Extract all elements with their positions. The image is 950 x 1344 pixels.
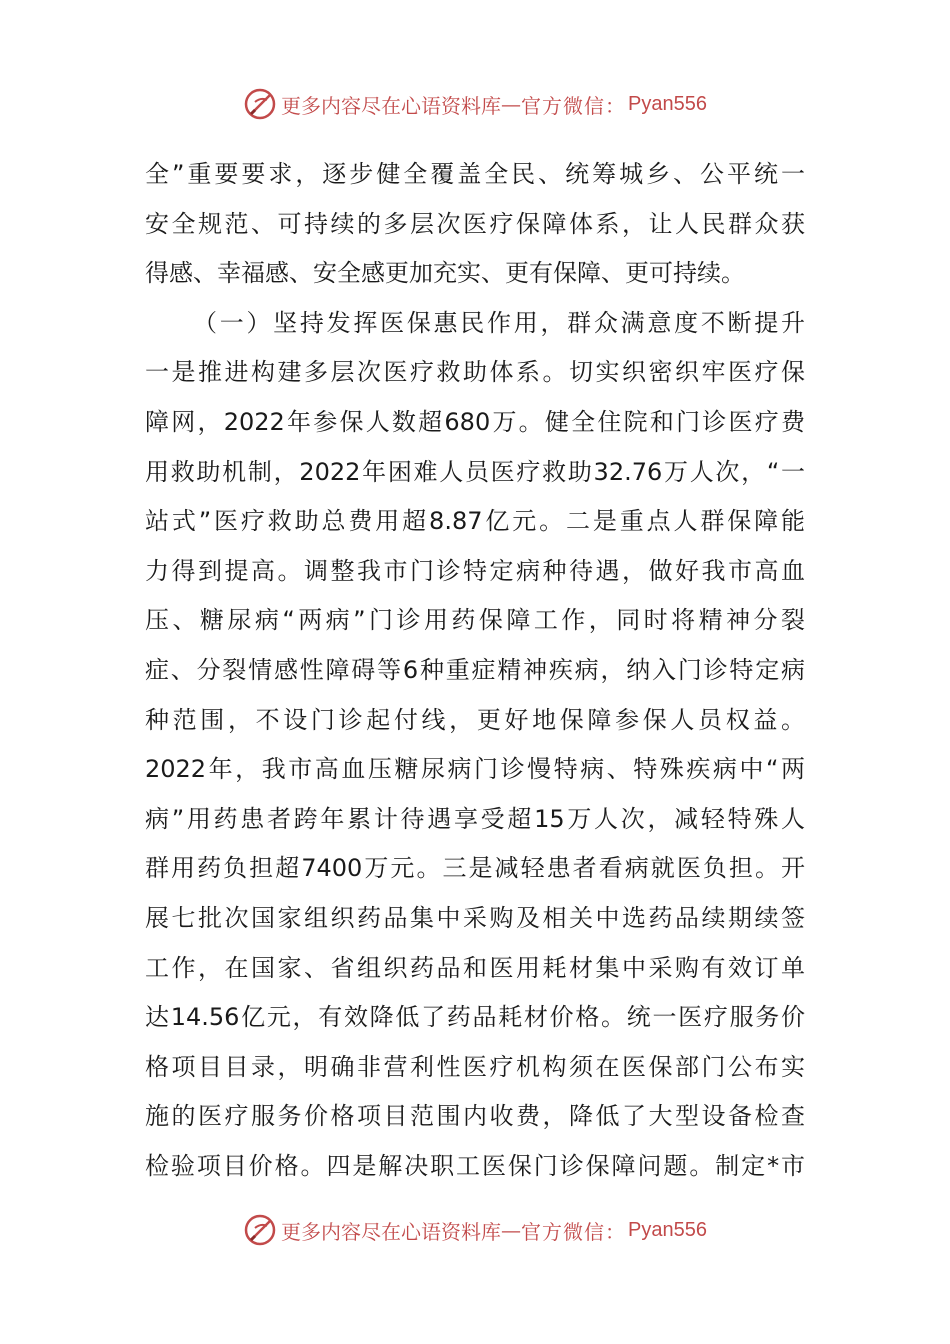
body-line: 格项目目录，明确非营利性医疗机构须在医保部门公布实 <box>145 1052 805 1081</box>
body-line: 全”重要要求，逐步健全覆盖全民、统筹城乡、公平统一 <box>145 160 805 188</box>
body-line: 检验项目价格。四是解决职工医保门诊保障问题。制定*市 <box>145 1151 805 1180</box>
footer-wechat-label: 官方微信： <box>521 1219 627 1244</box>
body-line: 群用药负担超7400万元。三是减轻患者看病就医负担。开 <box>145 854 805 883</box>
body-line: 一是推进构建多层次医疗救助体系。切实织密织牢医疗保 <box>145 358 805 387</box>
footer-promo-text: 更多内容尽在心语资料库 <box>281 1219 502 1244</box>
body-line: 安全规范、可持续的多层次医疗保障体系，让人民群众获 <box>145 209 805 238</box>
body-line: 压、糖尿病“两病”门诊用药保障工作，同时将精神分裂 <box>145 606 805 635</box>
header-wechat-id: Pyan556 <box>628 92 707 115</box>
body-line: 用救助机制，2022年困难人员医疗救助32.76万人次，“一 <box>145 457 805 486</box>
footer-wechat-id: Pyan556 <box>628 1218 707 1241</box>
body-line: 工作，在国家、省组织药品和医用耗材集中采购有效订单 <box>145 953 805 982</box>
header-dash: — <box>501 92 522 116</box>
body-line: 得感、幸福感、安全感更加充实、更有保障、更可持续。 <box>145 259 745 288</box>
body-line: 施的医疗服务价格项目范围内收费，降低了大型设备检查 <box>145 1102 805 1131</box>
body-line: 站式”医疗救助总费用超8.87亿元。二是重点人群保障能 <box>145 507 805 536</box>
body-line: 症、分裂情感性障碍等6种重症精神疾病，纳入门诊特定病 <box>145 655 805 684</box>
footer-watermark-banner <box>0 1210 950 1250</box>
body-line: 达14.56亿元，有效降低了药品耗材价格。统一医疗服务价 <box>145 1003 805 1032</box>
body-line: 展七批次国家组织药品集中采购及相关中选药品续期续签 <box>145 903 805 932</box>
body-line: 障网，2022年参保人数超680万。健全住院和门诊医疗费 <box>145 407 805 436</box>
body-text <box>145 150 805 1191</box>
quill-seal-logo-icon <box>243 1213 277 1247</box>
body-line: 病”用药患者跨年累计待遇享受超15万人次，减轻特殊人 <box>145 804 805 833</box>
header-wechat-label: 官方微信： <box>521 93 627 118</box>
header-watermark-banner <box>0 84 950 124</box>
header-promo-text: 更多内容尽在心语资料库 <box>281 93 502 118</box>
quill-seal-logo-icon <box>243 87 277 121</box>
body-line: 2022年，我市高血压糖尿病门诊慢特病、特殊疾病中“两 <box>145 755 805 784</box>
body-line: 力得到提高。调整我市门诊特定病种待遇，做好我市高血 <box>145 556 805 585</box>
body-line: 种范围，不设门诊起付线，更好地保障参保人员权益。 <box>145 705 805 734</box>
footer-dash: — <box>501 1218 522 1242</box>
section-heading: （一）坚持发挥医保惠民作用，群众满意度不断提升 <box>193 308 805 337</box>
